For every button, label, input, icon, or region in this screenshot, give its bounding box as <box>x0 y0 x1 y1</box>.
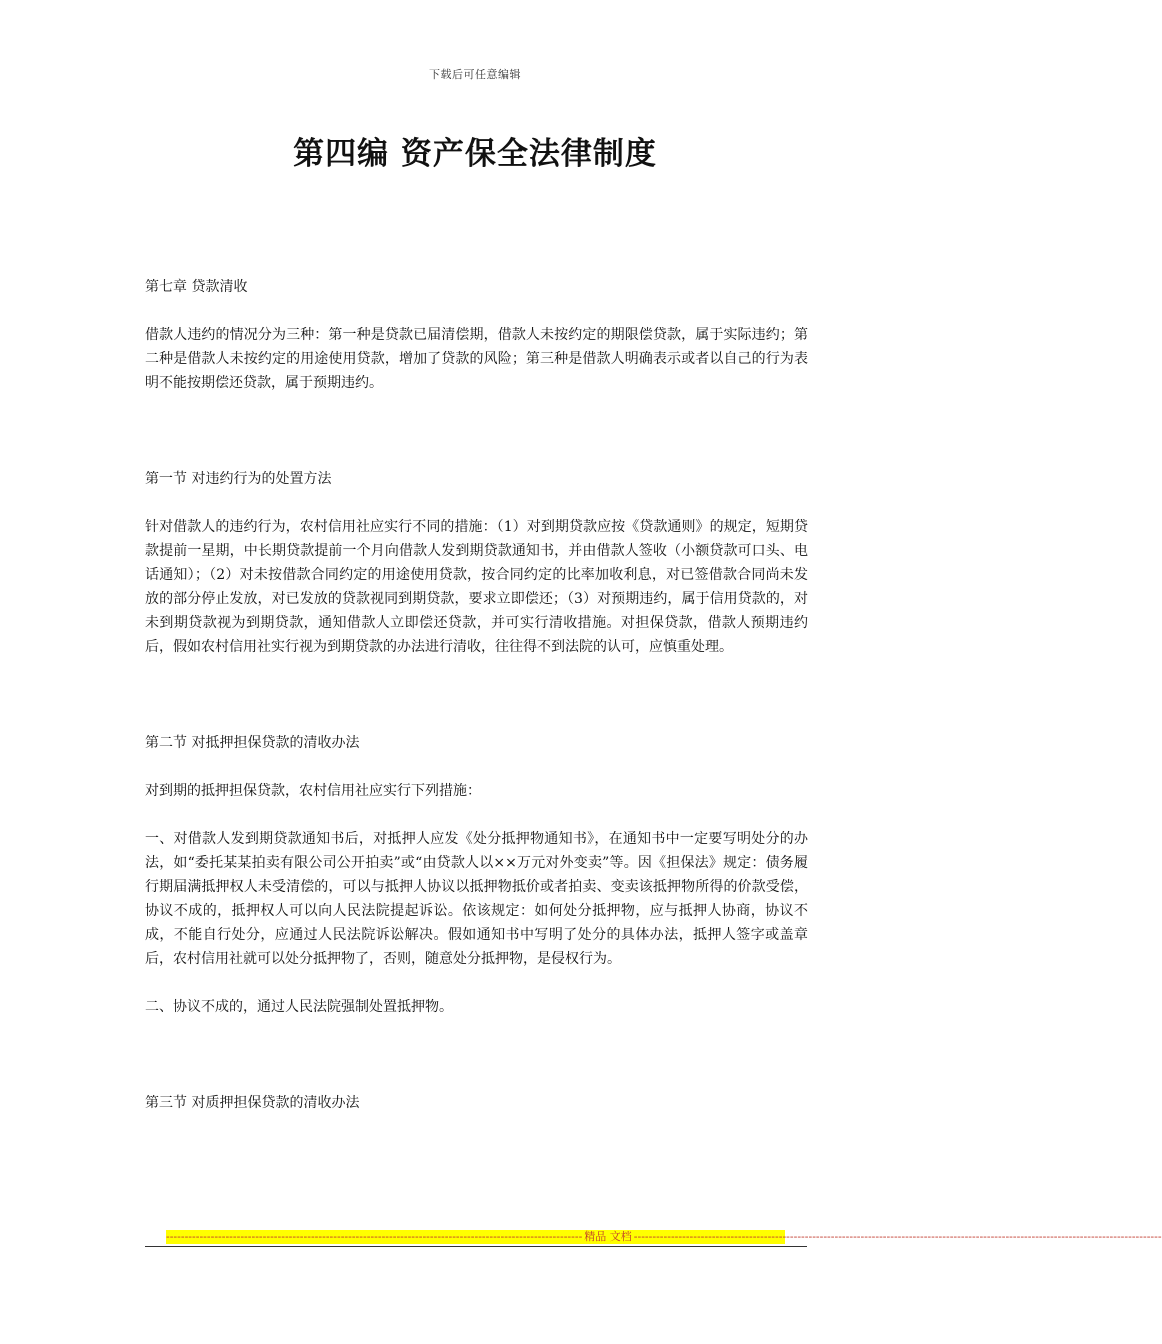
footer-right-dashes: ---------------------------------------------------------------------------------------------------------------------------------------------- <box>633 1230 1162 1243</box>
section1-paragraph: 针对借款人的违约行为，农村信用社应实行不同的措施：（1）对到期贷款应按《贷款通则》的规定，短期贷款提前一星期，中长期贷款提前一个月向借款人发到期贷款通知书，并由借款人签收（小额贷款可口头、电话通知）；（2）对未按借款合同约定的用途使用贷款，按合同约定的比率加收利息，对已签借款合同尚未发放的部分停止发放，对已发放的贷款视同到期贷款，要求立即偿还；（3）对预期违约，属于信用贷款的，对未到期贷款视为到期贷款，通知借款人立即偿还贷款，并可实行清收措施。对担保贷款，借款人预期违约后，假如农村信用社实行视为到期贷款的办法进行清收，往往得不到法院的认可，应慎重处理。 <box>145 519 808 655</box>
footer-rule <box>145 1246 807 1247</box>
spacer <box>145 395 808 467</box>
section3-heading: 第三节 对质押担保贷款的清收办法 <box>145 1095 360 1111</box>
footer-mark: 精品 文档 <box>584 1230 632 1243</box>
chapter-heading: 第七章 贷款清收 <box>145 279 248 295</box>
section2-lead: 对到期的抵押担保贷款，农村信用社应实行下列措施： <box>145 783 481 799</box>
section2-heading: 第二节 对抵押担保贷款的清收办法 <box>145 735 360 751</box>
document-title: 第四编 资产保全法律制度 <box>293 136 657 172</box>
header-note: 下载后可任意编辑 <box>429 68 521 81</box>
spacer <box>145 971 808 995</box>
intro-paragraph: 借款人违约的情况分为三种：第一种是贷款已届清偿期，借款人未按约定的期限偿贷款，属于实际违约；第二种是借款人未按约定的用途使用贷款，增加了贷款的风险；第三种是借款人明确表示或者以自己的行为表明不能按期偿还贷款，属于预期违约。 <box>145 327 808 391</box>
spacer <box>145 659 808 731</box>
section1-heading: 第一节 对违约行为的处置方法 <box>145 471 332 487</box>
spacer <box>145 1019 808 1091</box>
section2-item1: 一、对借款人发到期贷款通知书后，对抵押人应发《处分抵押物通知书》，在通知书中一定要写明处分的办法，如“委托某某拍卖有限公司公开拍卖”或“由贷款人以××万元对外变卖”等。因《担保法》规定：债务履行期届满抵押权人未受清偿的，可以与抵押人协议以抵押物抵价或者拍卖、变卖该抵押物所得的价款受偿，协议不成的，抵押权人可以向人民法院提起诉讼。依该规定：如何处分抵押物，应与抵押人协商，协议不成，不能自行处分，应通过人民法院诉讼解决。假如通知书中写明了处分的具体办法，抵押人签字或盖章后，农村信用社就可以处分抵押物了，否则，随意处分抵押物，是侵权行为。 <box>145 831 808 967</box>
spacer <box>145 299 808 323</box>
spacer <box>145 491 808 515</box>
footer-left-dashes: ---------------------------------------------------------------------------------------------------------------- <box>166 1230 583 1243</box>
section2-item2: 二、协议不成的，通过人民法院强制处置抵押物。 <box>145 999 453 1015</box>
document-body <box>145 275 808 1115</box>
footer-banner <box>166 1230 1162 1244</box>
spacer <box>145 803 808 827</box>
spacer <box>145 755 808 779</box>
